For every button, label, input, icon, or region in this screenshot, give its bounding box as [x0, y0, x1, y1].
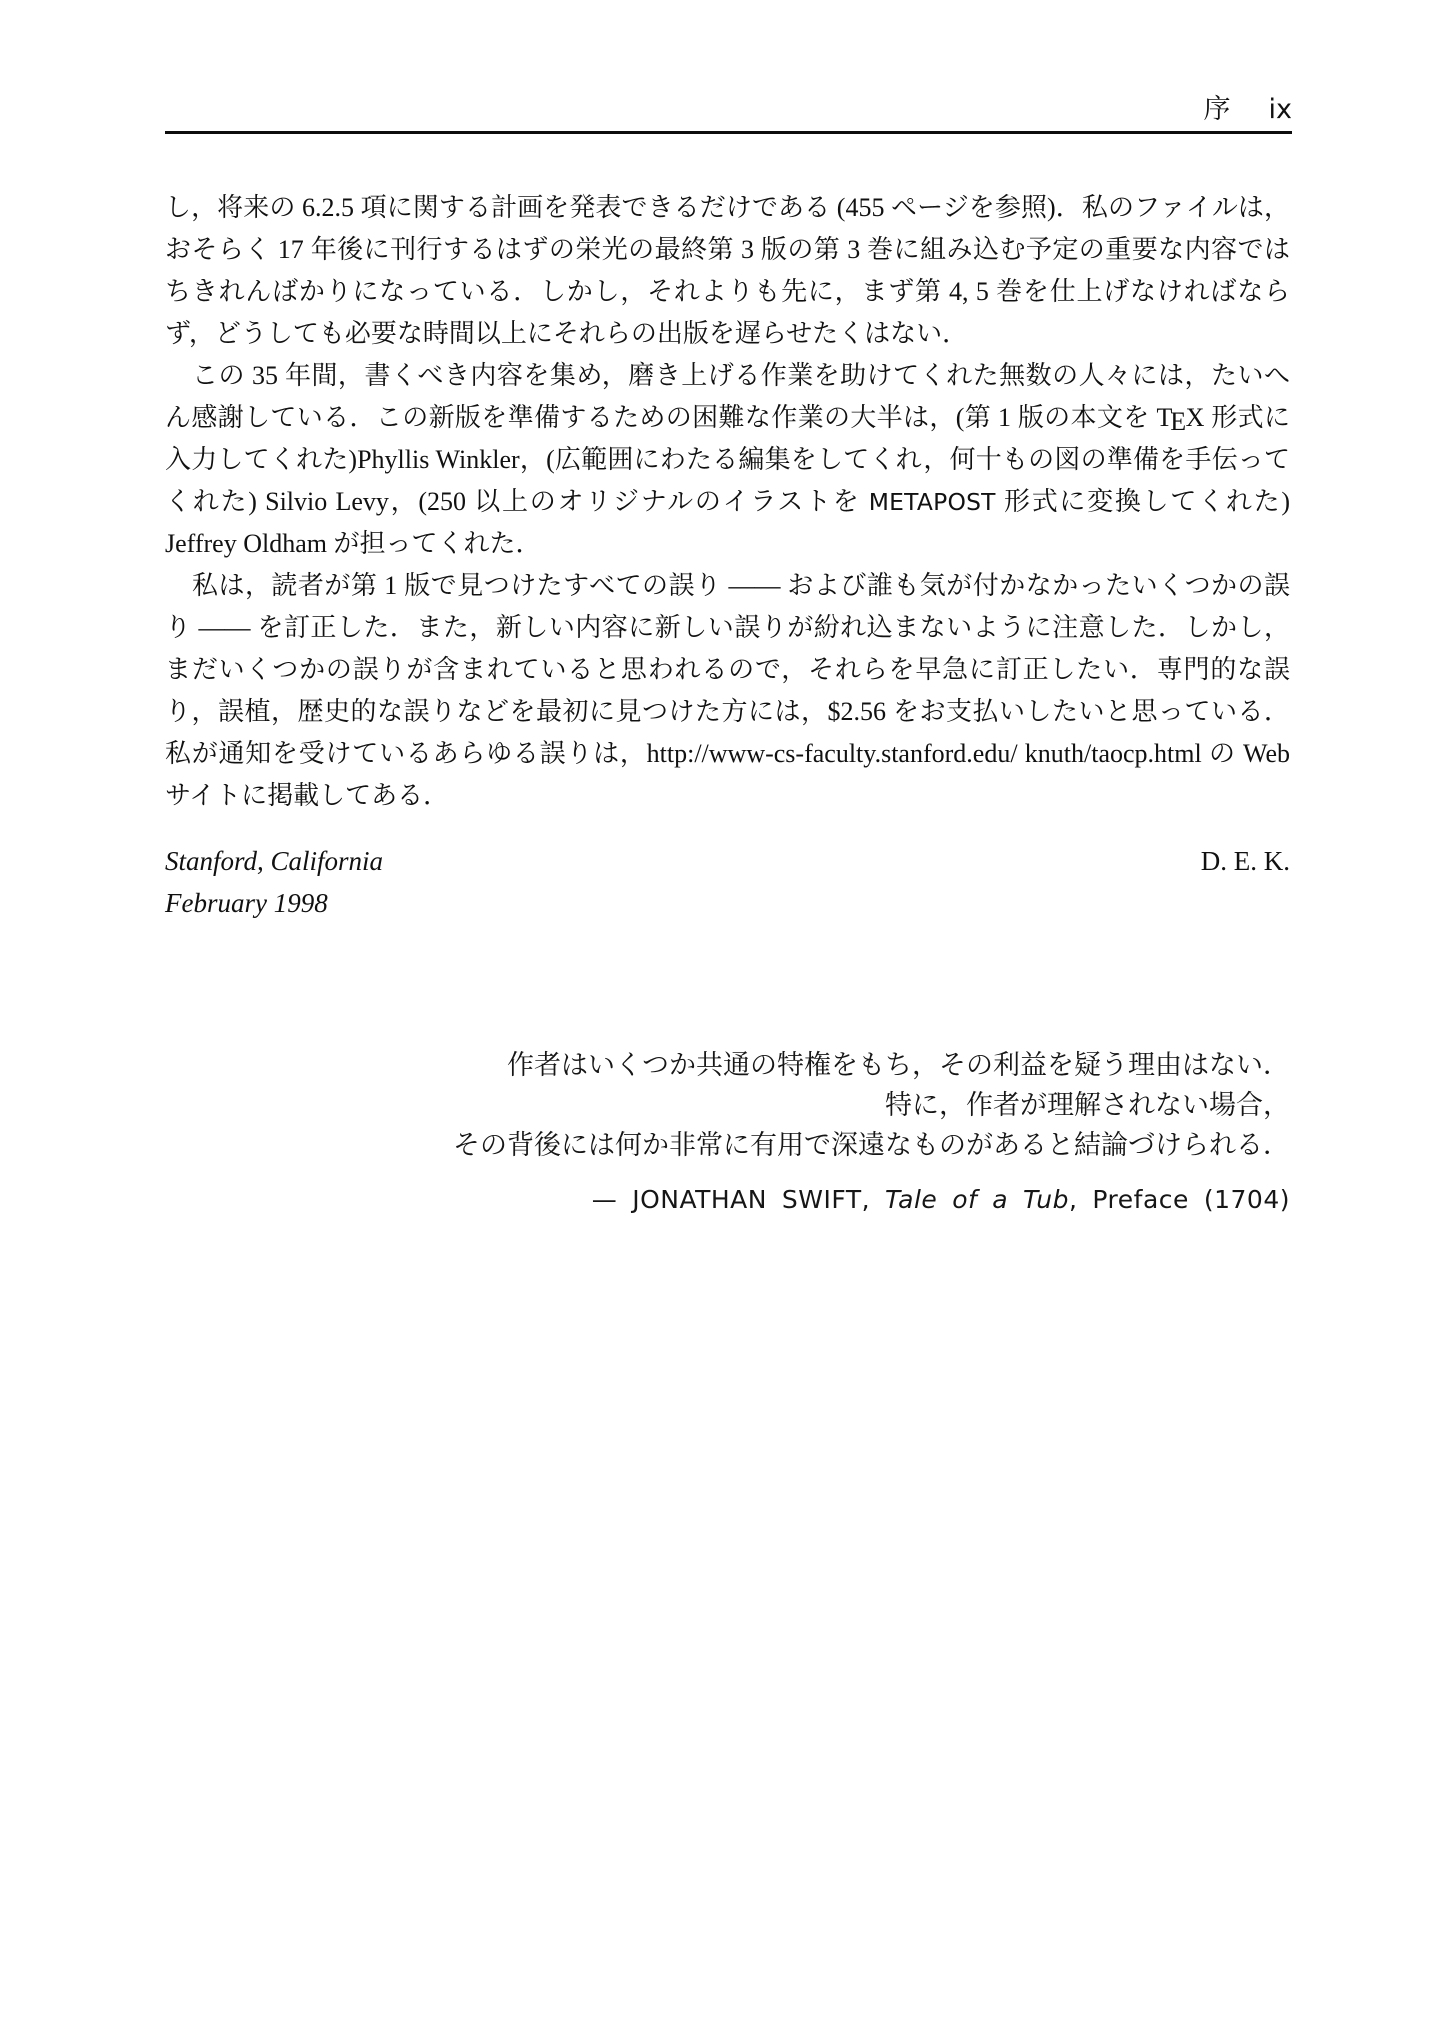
signature-place: Stanford, California — [165, 846, 384, 876]
epigraph-lines — [165, 1046, 1290, 1166]
body-paragraph: 私は，読者が第 1 版で見つけたすべての誤り —— および誰も気が付かなかったいくつかの誤り —— を訂正した．また，新しい内容に新しい誤りが紛れ込まないように注意した．しかし，まだいくつかの誤りが含まれていると思われるので，それらを早急に訂正したい．専門的な誤り，誤植，歴史的な誤りなどを最初に見つけた方には，$2.56 をお支払いしたいと思っている．私が通知を受けているあらゆる誤りは，http://www-cs-faculty.stanford.edu/ knuth/taocp.html の Web サイトに掲載してある． — [165, 571, 1290, 810]
body-paragraph: し，将来の 6.2.5 項に関する計画を発表できるだけである (455 ページを参照)．私のファイルは，おそらく 17 年後に刊行するはずの栄光の最終第 3 版の第 3 巻に組み込む予定の重要な内容ではちきれんばかりになっている．しかし，それよりも先に，まず第 4, 5 巻を仕上げなければならず，どうしても必要な時間以上にそれらの出版を遅らせたくはない． — [165, 193, 1290, 348]
running-head-section-title: 序 — [1203, 94, 1231, 124]
signature-date: February 1998 — [165, 888, 328, 918]
header-rule — [165, 131, 1292, 134]
running-head — [165, 94, 1292, 125]
epigraph — [165, 1046, 1290, 1220]
epigraph-line: 作者はいくつか共通の特権をもち，その利益を疑う理由はない． — [507, 1050, 1290, 1081]
running-head-page-number: ix — [1268, 94, 1292, 125]
preface-body — [165, 187, 1290, 817]
signature-initials: D. E. K. — [1200, 846, 1290, 876]
signature-block — [165, 840, 1290, 924]
body-paragraph: この 35 年間，書くべき内容を集め，磨き上げる作業を助けてくれた無数の人々には，たいへん感謝している．この新版を準備するための困難な作業の大半は，(第 1 版の本文を TEX 形式に入力してくれた)Phyllis Winkler，(広範囲にわたる編集をしてくれ，何十もの図の準備を手伝ってくれた) Silvio Levy，(250 以上のオリジナルのイラストを METAPOST 形式に変換してくれた) Jeffrey Oldham が担ってくれた． — [165, 361, 1290, 558]
epigraph-attribution: — JONATHAN SWIFT, Tale of a Tub, Preface (1704) — [591, 1185, 1290, 1214]
epigraph-line: その背後には何か非常に有用で深遠なものがあると結論づけられる． — [453, 1130, 1290, 1161]
epigraph-line: 特に，作者が理解されない場合， — [885, 1090, 1290, 1121]
signature-place-date — [165, 840, 1290, 924]
